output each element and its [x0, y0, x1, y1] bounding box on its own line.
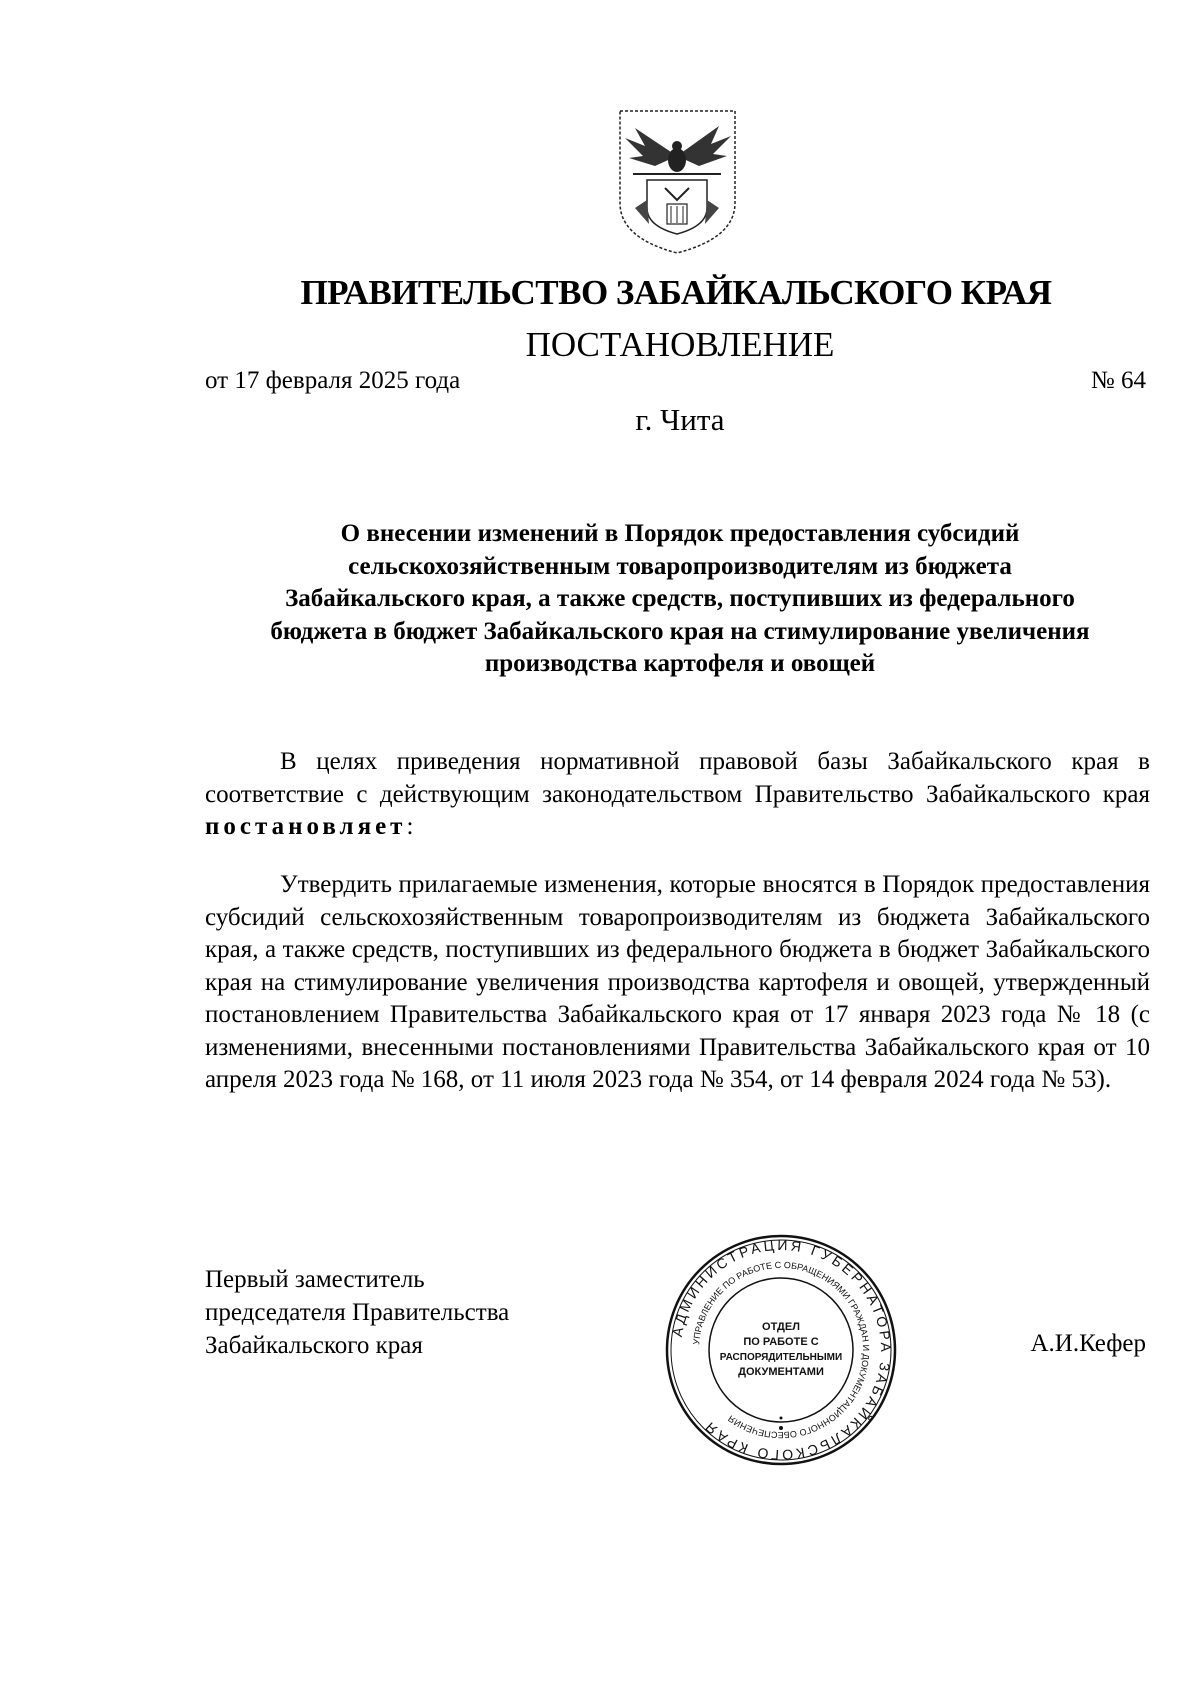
preamble-suffix: : [406, 813, 414, 840]
document-type: ПОСТАНОВЛЕНИЕ [525, 325, 835, 364]
title-line: О внесении изменений в Порядок предоставления субсидий [340, 520, 1020, 547]
preamble-paragraph [205, 746, 1150, 844]
stamp-center-line: ОТДЕЛ [762, 1321, 800, 1333]
official-stamp [663, 1232, 899, 1468]
document-city: г. Чита [635, 402, 725, 437]
title-line: Забайкальского края, а также средств, поступивших из федерального [285, 585, 1075, 612]
document-date: от 17 февраля 2025 года [205, 367, 461, 394]
signer-position-line: Первый заместитель [205, 1266, 425, 1293]
title-line: сельскохозяйственным товаропроизводителям из бюджета [348, 552, 1012, 580]
preamble-emphasis: постановляет [205, 813, 407, 840]
stamp-center-line: ДОКУМЕНТАМИ [738, 1366, 824, 1378]
document-title [205, 518, 1155, 681]
title-line: производства картофеля и овощей [484, 650, 876, 677]
signer-position-line: Забайкальского края [205, 1332, 423, 1359]
signer-name: А.И.Кефер [1030, 1330, 1146, 1357]
decision-paragraph: Утвердить прилагаемые изменения, которые вносятся в Порядок предоставления субсидий сельскохозяйственным товаропроизводителям из бюджета Забайкальского края, а также средств, поступивших из федерального бюджета в бюджет Забайкальского края на стимулирование увеличения производства картофеля и овощей, утвержденный постановлением Правительства Забайкальского края от 17 января 2023 года № 18 (с изменениями, внесенными постановлениями Правительства Забайкальского края от 10 апреля 2023 года № 168, от 11 июля 2023 года № 354, от 14 февраля 2024 года № 53). [205, 871, 1150, 1093]
signer-position-line: председателя Правительства [205, 1299, 510, 1326]
government-name: ПРАВИТЕЛЬСТВО ЗАБАЙКАЛЬСКОГО КРАЯ [300, 273, 1052, 312]
stamp-center-line: ПО РАБОТЕ С [743, 1336, 819, 1348]
preamble-text: В целях приведения нормативной правовой базы Забайкальского края в соответствие с действующим законодательством Правительство Забайкальского края [205, 748, 1150, 808]
signer-position [205, 1263, 509, 1362]
stamp-outer-text: АДМИНИСТРАЦИЯ ГУБЕРНАТОРА ЗАБАЙКАЛЬСКОГО КРАЯ [668, 1236, 895, 1464]
coat-of-arms-icon [615, 108, 740, 256]
stamp-center-line: РАСПОРЯДИТЕЛЬНЫМИ [719, 1352, 843, 1363]
document-number: № 64 [1090, 367, 1146, 394]
stamp-inner-ring-text: УПРАВЛЕНИЕ ПО РАБОТЕ С ОБРАЩЕНИЯМИ ГРАЖДАН И ДОКУМЕНТАЦИОННОГО ОБЕСПЕЧЕНИЯ [691, 1259, 872, 1441]
title-line: бюджета в бюджет Забайкальского края на стимулирование увеличения [270, 617, 1090, 645]
